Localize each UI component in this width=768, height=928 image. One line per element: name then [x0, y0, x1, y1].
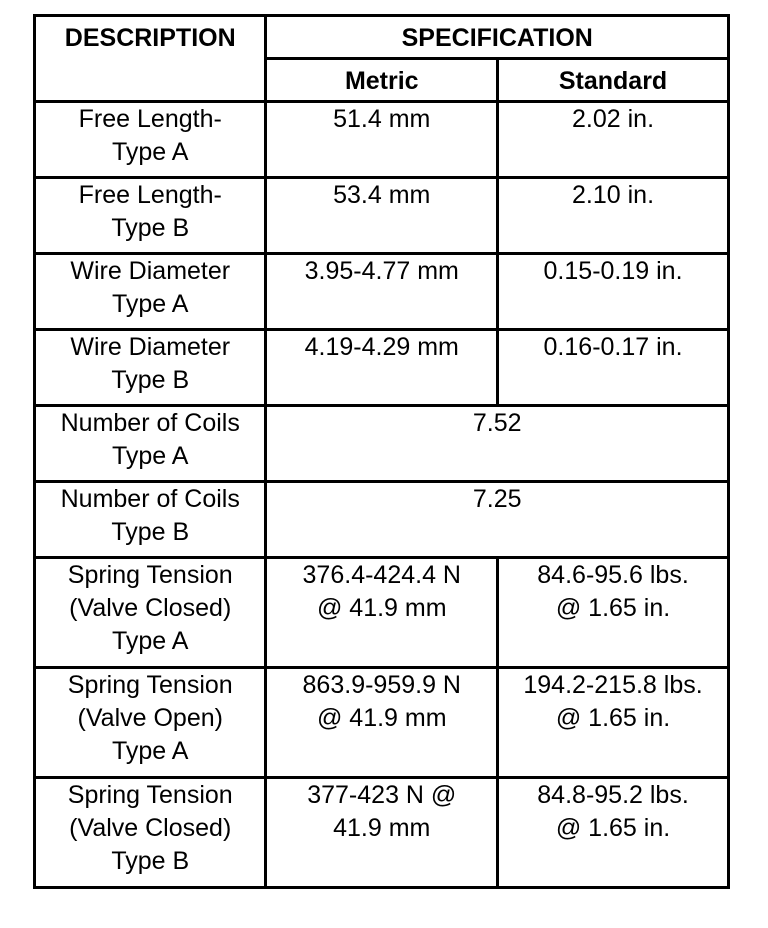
description-cell-line: Type B	[111, 214, 190, 242]
description-cell-line: (Valve Closed)	[69, 814, 232, 842]
description-cell-line: Type B	[111, 518, 190, 546]
description-cell-line: Type A	[112, 138, 189, 166]
spec-value-cell: 7.52	[266, 406, 729, 482]
description-cell-line: (Valve Open)	[77, 704, 223, 732]
standard-cell-line: 0.15-0.19 in.	[543, 257, 683, 285]
standard-cell-line: @ 1.65 in.	[555, 594, 671, 622]
standard-cell	[498, 558, 729, 668]
header-description: DESCRIPTION	[35, 16, 266, 102]
description-cell	[35, 406, 266, 482]
description-cell	[35, 178, 266, 254]
metric-cell	[266, 668, 498, 778]
metric-cell-line: 53.4 mm	[333, 181, 431, 209]
table-row	[35, 330, 729, 406]
description-cell-line: Type A	[112, 737, 189, 765]
description-cell-line: Type A	[112, 290, 189, 318]
description-cell-line: Type B	[111, 366, 190, 394]
description-cell-line: Number of Coils	[60, 409, 240, 437]
table-row	[35, 778, 729, 888]
description-cell	[35, 778, 266, 888]
metric-cell-line: @ 41.9 mm	[316, 594, 447, 622]
metric-cell-line: 51.4 mm	[333, 105, 431, 133]
metric-cell	[266, 558, 498, 668]
metric-cell	[266, 178, 498, 254]
standard-cell	[498, 330, 729, 406]
description-cell	[35, 558, 266, 668]
description-cell-line: Spring Tension	[67, 671, 233, 699]
description-cell-line: Spring Tension	[67, 561, 233, 589]
description-cell-line: Free Length-	[78, 181, 222, 209]
standard-cell	[498, 102, 729, 178]
description-cell	[35, 102, 266, 178]
metric-cell	[266, 778, 498, 888]
metric-cell	[266, 330, 498, 406]
header-standard: Standard	[498, 59, 729, 102]
description-cell	[35, 482, 266, 558]
description-cell-line: Type A	[112, 627, 189, 655]
standard-cell-line: 2.10 in.	[572, 181, 655, 209]
description-cell-line: Free Length-	[78, 105, 222, 133]
spec-table	[33, 14, 730, 889]
description-cell	[35, 254, 266, 330]
standard-cell-line: 84.6-95.6 lbs.	[537, 561, 689, 589]
table-row	[35, 558, 729, 668]
table-row	[35, 406, 729, 482]
spec-table-body	[35, 102, 729, 888]
metric-cell-line: 863.9-959.9 N	[302, 671, 461, 699]
description-cell-line: Type B	[111, 847, 190, 875]
metric-cell-line: @ 41.9 mm	[316, 704, 447, 732]
standard-cell-line: 194.2-215.8 lbs.	[523, 671, 703, 699]
standard-cell	[498, 178, 729, 254]
table-row	[35, 178, 729, 254]
header-metric: Metric	[266, 59, 498, 102]
standard-cell-line: 0.16-0.17 in.	[543, 333, 683, 361]
metric-cell	[266, 102, 498, 178]
description-cell-line: Wire Diameter	[70, 257, 231, 285]
standard-cell-line: 84.8-95.2 lbs.	[537, 781, 689, 809]
metric-cell-line: 41.9 mm	[333, 814, 431, 842]
table-row	[35, 254, 729, 330]
spec-value-cell: 7.25	[266, 482, 729, 558]
table-row	[35, 668, 729, 778]
standard-cell-line: @ 1.65 in.	[555, 814, 671, 842]
description-cell-line: Number of Coils	[60, 485, 240, 513]
standard-cell	[498, 668, 729, 778]
metric-cell	[266, 254, 498, 330]
table-row	[35, 482, 729, 558]
metric-cell-line: 4.19-4.29 mm	[304, 333, 459, 361]
standard-cell	[498, 778, 729, 888]
metric-cell-line: 376.4-424.4 N	[302, 561, 461, 589]
table-row	[35, 102, 729, 178]
metric-cell-line: 3.95-4.77 mm	[304, 257, 459, 285]
header-specification: SPECIFICATION	[266, 16, 729, 59]
description-cell-line: Wire Diameter	[70, 333, 231, 361]
description-cell	[35, 330, 266, 406]
description-cell-line: Type A	[112, 442, 189, 470]
standard-cell-line: @ 1.65 in.	[555, 704, 671, 732]
metric-cell-line: 377-423 N @	[307, 781, 457, 809]
standard-cell-line: 2.02 in.	[572, 105, 655, 133]
standard-cell	[498, 254, 729, 330]
description-cell-line: Spring Tension	[67, 781, 233, 809]
description-cell-line: (Valve Closed)	[69, 594, 232, 622]
description-cell	[35, 668, 266, 778]
